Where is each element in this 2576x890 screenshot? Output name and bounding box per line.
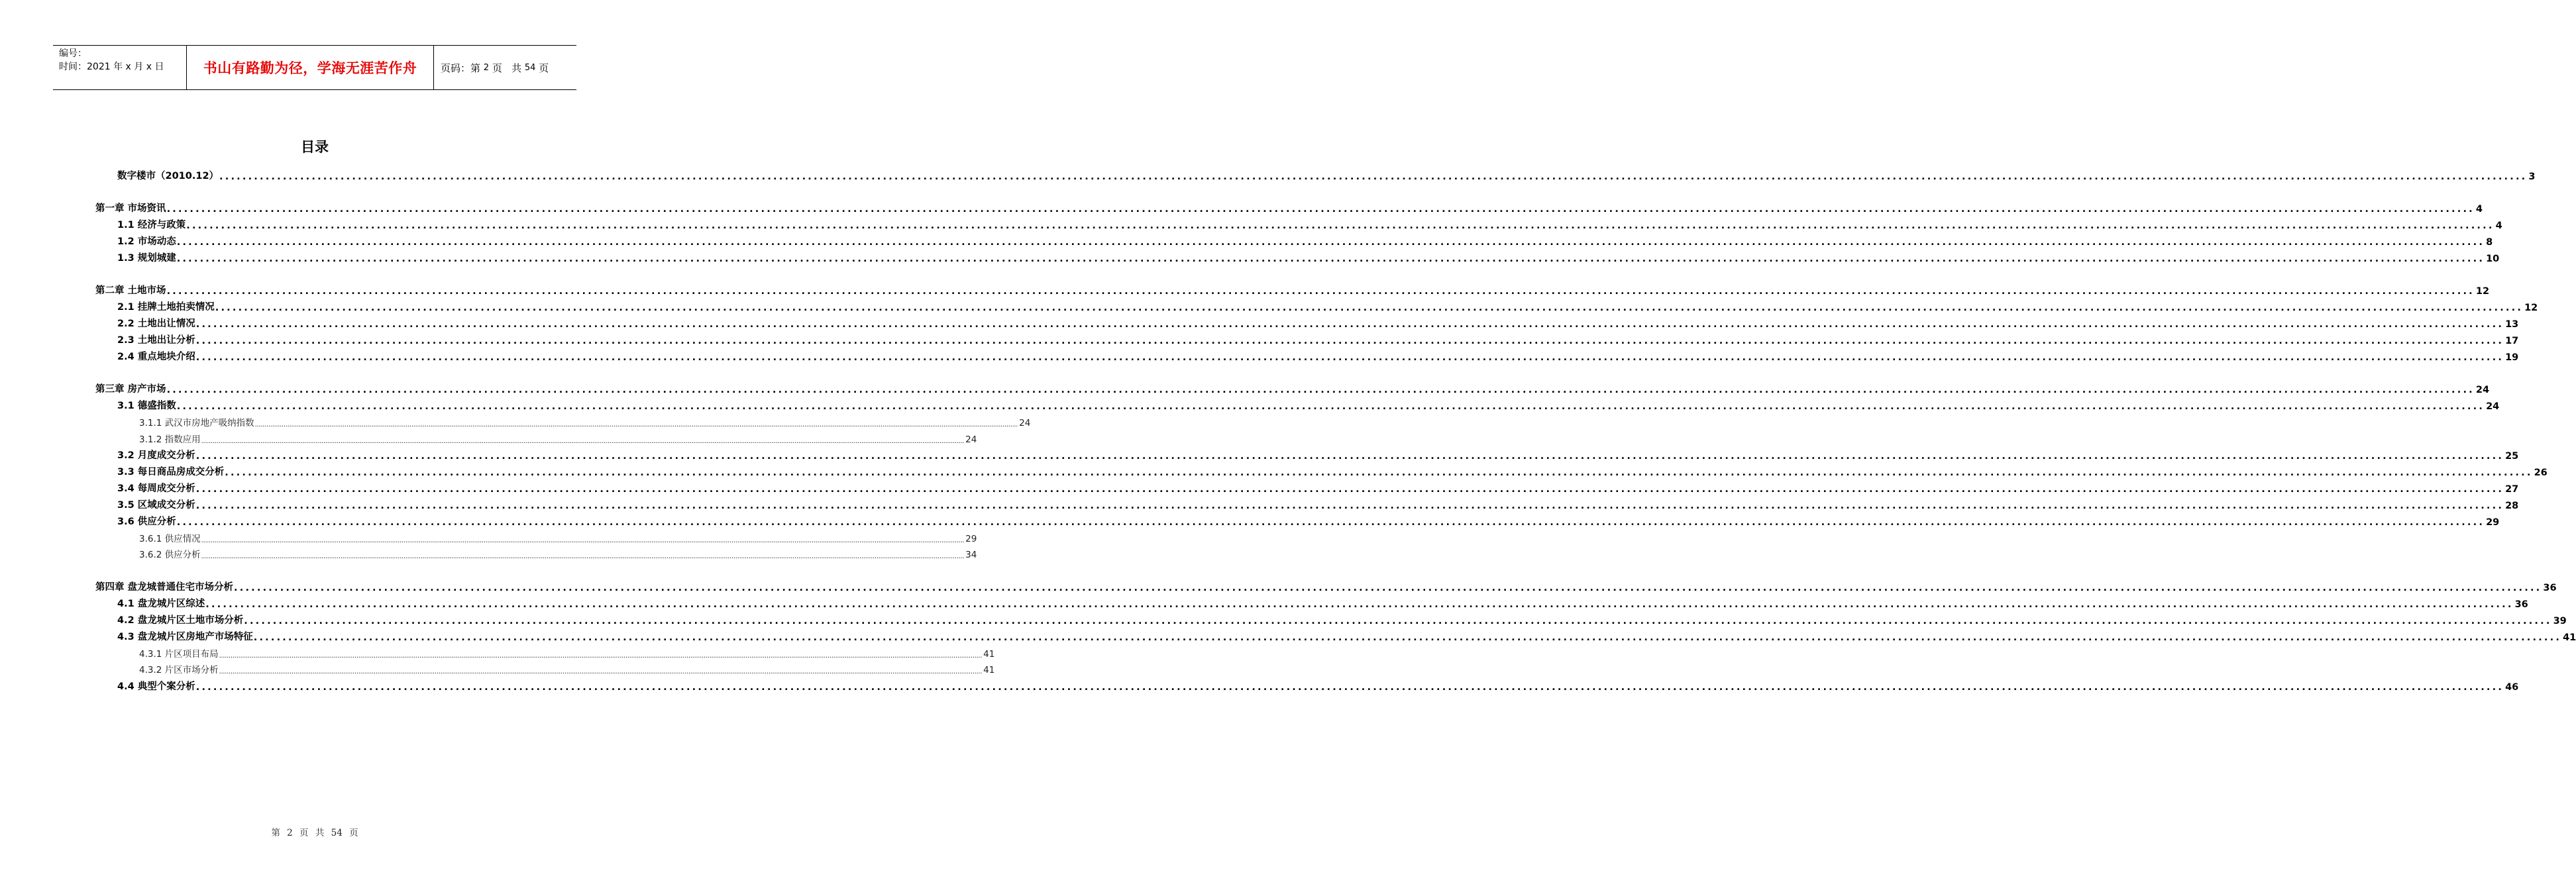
toc-entry-label: 4.2 盘龙城片区土地市场分析 [117,615,244,626]
toc-entry-label: 4.3.2 片区市场分析 [139,665,219,675]
toc-entry[interactable] [95,200,2483,215]
toc-dot-leader: ................................................................................................................................................................................................................................................................................................................................................................................................................ [195,501,2504,511]
toc-entry-label: 1.3 规划城建 [117,253,176,264]
toc-entry-label: 3.1 德盛指数 [117,401,176,411]
toc-entry[interactable] [117,348,2519,363]
toc-entry-page: 39 [2553,616,2567,626]
document-date-label: 时间：2021 年 x 月 x 日 [59,62,164,72]
toc-entry-page: 28 [2505,501,2519,511]
toc-dot-leader: ................................................................................................................................................................................................................................................................................................................................................................................................................ [234,583,2542,593]
toc-entry-label: 3.1.2 指数应用 [139,434,201,445]
toc-entry-page: 36 [2514,599,2528,610]
toc-entry-page: 17 [2505,336,2519,346]
toc-entry-label: 第三章 房产市场 [95,384,166,395]
toc-dot-leader: ................................................................................................................................................................................................................................................................................................................................................................................................................ [195,319,2504,330]
header-meta-cell [53,46,187,89]
toc-entry-label: 3.1.1 武汉市房地产吸纳指数 [139,418,254,428]
toc-dot-leader: ................................................................................................................................................................................................................................................................................................................................................................................................................ [219,668,983,675]
toc-entry[interactable] [117,447,2519,462]
toc-entry-page: 4 [2475,204,2483,215]
toc-entry-page: 25 [2505,451,2519,462]
toc-entry-label: 2.4 重点地块介绍 [117,352,195,362]
toc-dot-leader: ................................................................................................................................................................................................................................................................................................................................................................................................................ [219,172,2528,182]
toc-entry[interactable] [117,217,2502,231]
toc-dot-leader: ................................................................................................................................................................................................................................................................................................................................................................................................................ [166,204,2475,215]
toc-dot-leader: ................................................................................................................................................................................................................................................................................................................................................................................................................ [195,336,2504,346]
toc-entry-page: 10 [2486,254,2500,264]
toc-entry[interactable] [117,595,2528,610]
toc-dot-leader: ................................................................................................................................................................................................................................................................................................................................................................................................................ [176,254,2485,264]
toc-entry[interactable] [139,546,977,560]
toc-entry[interactable] [117,612,2567,626]
toc-entry-label: 4.4 典型个案分析 [117,681,195,692]
toc-entry-page: 41 [983,665,995,675]
toc-entry[interactable] [95,282,2490,297]
toc-entry[interactable] [95,579,2557,593]
toc-dot-leader: ................................................................................................................................................................................................................................................................................................................................................................................................................ [219,652,983,660]
toc-entry-page: 13 [2505,319,2519,330]
page-info-current: 2 [483,62,490,73]
toc-dot-leader: ................................................................................................................................................................................................................................................................................................................................................................................................................ [195,451,2504,462]
toc-entry-page: 27 [2505,484,2519,495]
toc-entry-page: 24 [965,434,977,445]
toc-dot-leader: ................................................................................................................................................................................................................................................................................................................................................................................................................ [186,221,2495,231]
page-info-prefix: 页码：第 [441,62,484,74]
toc-entry[interactable] [117,628,2576,643]
header-motto: 书山有路勤为径，学海无涯苦作舟 [203,60,417,76]
toc-entry[interactable] [139,430,977,445]
toc-entry[interactable] [117,299,2538,313]
page-header-table [53,45,576,90]
document-number-label: 编号： [59,48,87,59]
toc-dot-leader: ................................................................................................................................................................................................................................................................................................................................................................................................................ [195,682,2504,693]
toc-entry-label: 1.2 市场动态 [117,236,176,247]
toc-entry-page: 36 [2543,583,2557,593]
toc-entry-label: 数字楼市（2010.12） [117,171,219,181]
toc-dot-leader: ................................................................................................................................................................................................................................................................................................................................................................................................................ [225,468,2533,478]
toc-dot-leader: ................................................................................................................................................................................................................................................................................................................................................................................................................ [244,616,2552,626]
page-info-suffix: 页 [535,62,549,74]
toc-entry-page: 41 [2563,632,2576,643]
toc-entry-page: 24 [2475,385,2490,395]
toc-entry-label: 3.2 月度成交分析 [117,450,195,461]
toc-entry[interactable] [117,397,2500,412]
toc-dot-leader: ................................................................................................................................................................................................................................................................................................................................................................................................................ [176,401,2485,412]
toc-entry-page: 12 [2524,303,2538,313]
toc-entry-page: 19 [2505,352,2519,363]
toc-entry[interactable] [117,332,2519,346]
toc-entry[interactable] [117,315,2519,330]
toc-dot-leader: ................................................................................................................................................................................................................................................................................................................................................................................................................ [254,421,1018,428]
toc-entry[interactable] [139,645,995,660]
toc-dot-leader: ................................................................................................................................................................................................................................................................................................................................................................................................................ [176,517,2485,528]
toc-entry-label: 1.1 经济与政策 [117,220,186,230]
toc-entry-label: 4.1 盘龙城片区综述 [117,599,205,609]
toc-dot-leader: ................................................................................................................................................................................................................................................................................................................................................................................................................ [253,632,2562,643]
toc-title: 目录 [301,139,329,155]
toc-entry-page: 34 [965,550,977,560]
toc-entry[interactable] [139,661,995,675]
toc-dot-leader: ................................................................................................................................................................................................................................................................................................................................................................................................................ [215,303,2524,313]
toc-entry-label: 3.6.1 供应情况 [139,534,201,544]
toc-entry-page: 29 [2486,517,2500,528]
toc-entry[interactable] [117,497,2519,511]
toc-dot-leader: ................................................................................................................................................................................................................................................................................................................................................................................................................ [195,352,2504,363]
toc-entry-page: 3 [2528,172,2536,182]
header-page-info-cell [434,46,576,89]
toc-dot-leader: ................................................................................................................................................................................................................................................................................................................................................................................................................ [176,237,2485,248]
toc-entry-label: 2.1 挂牌土地拍卖情况 [117,302,215,313]
toc-entry-label: 2.2 土地出让情况 [117,319,195,329]
toc-entry[interactable] [117,250,2500,264]
toc-dot-leader: ................................................................................................................................................................................................................................................................................................................................................................................................................ [166,286,2475,297]
toc-dot-leader: ................................................................................................................................................................................................................................................................................................................................................................................................................ [205,599,2514,610]
toc-entry[interactable] [139,414,1031,428]
toc-entry-page: 29 [965,534,977,544]
toc-entry[interactable] [117,480,2519,495]
toc-entry[interactable] [117,678,2519,693]
toc-entry-label: 3.6.2 供应分析 [139,550,201,560]
toc-dot-leader: ................................................................................................................................................................................................................................................................................................................................................................................................................ [195,484,2504,495]
toc-entry[interactable] [117,513,2500,528]
toc-entry[interactable] [117,168,2536,182]
toc-entry-label: 第四章 盘龙城普通住宅市场分析 [95,582,234,593]
header-motto-cell [187,46,434,89]
toc-entry-label: 3.5 区域成交分析 [117,500,195,511]
toc-entry-label: 4.3 盘龙城片区房地产市场特征 [117,632,253,642]
toc-entry-label: 第二章 土地市场 [95,285,166,296]
toc-entry-label: 3.3 每日商品房成交分析 [117,467,225,477]
toc-entry-page: 46 [2505,682,2519,693]
toc-entry-label: 4.3.1 片区项目布局 [139,649,219,660]
toc-dot-leader: ................................................................................................................................................................................................................................................................................................................................................................................................................ [201,537,965,544]
toc-entry-page: 26 [2534,468,2548,478]
toc-entry-label: 2.3 土地出让分析 [117,335,195,346]
toc-entry[interactable] [117,464,2548,478]
toc-dot-leader: ................................................................................................................................................................................................................................................................................................................................................................................................................ [201,553,965,560]
page-info-total: 54 [524,62,536,73]
toc-entry[interactable] [95,381,2490,395]
toc-entry-page: 8 [2486,237,2493,248]
toc-entry[interactable] [117,233,2493,248]
toc-dot-leader: ................................................................................................................................................................................................................................................................................................................................................................................................................ [201,438,965,445]
page-info-mid: 页 共 [489,62,525,74]
toc-entry-page: 24 [1019,418,1031,428]
toc-entry[interactable] [139,530,977,544]
toc-entry-page: 12 [2475,286,2490,297]
toc-dot-leader: ................................................................................................................................................................................................................................................................................................................................................................................................................ [166,385,2475,395]
toc-entry-label: 3.4 每周成交分析 [117,483,195,494]
toc-entry-label: 第一章 市场资讯 [95,203,166,214]
toc-entry-page: 24 [2486,401,2500,412]
toc-entry-page: 4 [2495,221,2502,231]
toc-entry-label: 3.6 供应分析 [117,517,176,527]
toc-entry-page: 41 [983,649,995,660]
page-footer: 第 2 页 共 54 页 [271,828,358,838]
